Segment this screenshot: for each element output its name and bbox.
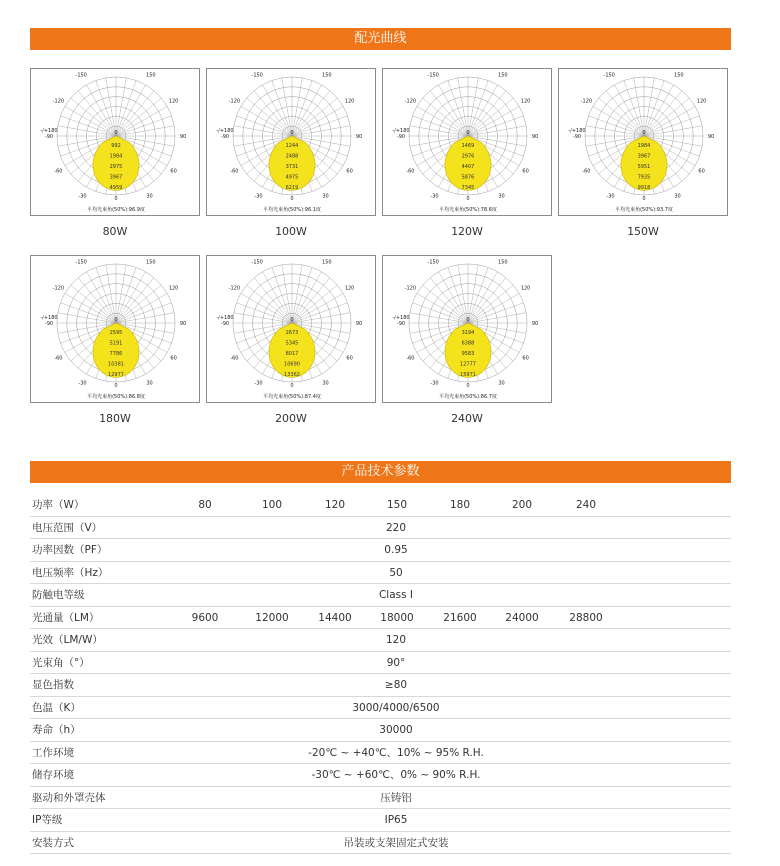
intensity-value: 3194	[461, 330, 475, 336]
angle-label: 90	[179, 134, 187, 140]
spec-row	[30, 697, 731, 720]
angle-label: 150	[674, 72, 684, 79]
angle-label: -90	[220, 321, 230, 327]
spec-value: Class Ⅰ	[378, 589, 414, 601]
polar-chart-card	[30, 255, 200, 403]
polar-chart-card	[558, 68, 728, 216]
angle-label: 90	[707, 134, 715, 140]
spec-value: 50	[389, 566, 403, 579]
angle-label: 90	[355, 321, 363, 327]
polar-chart	[383, 69, 553, 217]
spec-row	[30, 787, 731, 810]
angle-label: 30	[146, 380, 153, 387]
intensity-value: 4407	[461, 164, 475, 170]
intensity-value: 6388	[461, 340, 475, 347]
angle-label: 0	[466, 196, 470, 202]
intensity-value: 1469	[461, 143, 475, 149]
chart-caption: 100W	[275, 225, 307, 238]
spec-table	[30, 494, 731, 854]
spec-cell: 120	[324, 499, 346, 511]
angle-label: 60	[522, 168, 529, 175]
angle-label: 60	[346, 355, 353, 362]
angle-label: 30	[322, 193, 329, 200]
angle-label: -150	[427, 72, 439, 79]
beam-angle-note: 平均光束角(50%):93.7度	[615, 207, 673, 213]
beam-angle-note: 平均光束角(50%):78.6度	[439, 207, 497, 213]
angle-label: -30	[78, 380, 87, 387]
spec-cell: 100	[261, 499, 283, 511]
spec-cell: 14400	[318, 611, 352, 624]
intensity-value: 3967	[109, 174, 123, 181]
light-distribution-header: 配光曲线	[30, 28, 731, 50]
chart-caption: 200W	[275, 412, 307, 425]
spec-cell: 21600	[443, 611, 477, 624]
angle-label: 150	[146, 259, 156, 266]
angle-label: 60	[698, 168, 705, 175]
angle-label: -150	[251, 259, 263, 266]
angle-label: 90	[531, 321, 539, 327]
spec-header: 产品技术参数	[30, 461, 731, 483]
polar-chart	[31, 256, 201, 404]
spec-label: 寿命（h）	[32, 724, 81, 736]
angle-label: -120	[228, 285, 241, 292]
spec-label: 色温（K）	[32, 701, 81, 714]
spec-row	[30, 742, 731, 765]
intensity-value: 4959	[109, 185, 123, 191]
intensity-value: 1244	[285, 143, 299, 149]
polar-chart-card	[206, 255, 376, 403]
spec-value: 0.95	[384, 544, 408, 556]
angle-label: -30	[606, 193, 615, 200]
angle-label: -90	[572, 134, 582, 140]
angle-label: 60	[522, 355, 529, 362]
angle-label: -90	[396, 321, 406, 327]
spec-cell: 9600	[191, 611, 219, 624]
intensity-value: 2595	[109, 330, 123, 336]
spec-cell: 150	[386, 499, 408, 511]
angle-label: -60	[582, 168, 591, 175]
spec-row	[30, 607, 731, 630]
spec-label: 电压频率（Hz）	[32, 566, 109, 579]
angle-label: -120	[52, 285, 65, 292]
angle-label: 30	[322, 380, 329, 387]
spec-label: 功率（W）	[32, 499, 85, 511]
spec-value: 220	[385, 521, 407, 534]
spec-value: 吊装或支架固定式安装	[343, 836, 449, 849]
intensity-value: 3731	[285, 164, 299, 170]
intensity-value: 2976	[461, 153, 475, 160]
angle-label: -90	[220, 134, 230, 140]
intensity-value: 1984	[637, 143, 651, 149]
polar-chart	[383, 256, 553, 404]
spec-label: 安装方式	[32, 836, 74, 849]
angle-label: -90	[44, 134, 54, 140]
chart-caption: 240W	[451, 412, 483, 425]
angle-label: 0	[114, 383, 118, 389]
angle-label: 120	[344, 98, 355, 105]
intensity-value: 1984	[109, 153, 123, 160]
spec-value: 120	[385, 634, 407, 646]
angle-label: 0	[290, 196, 294, 202]
angle-label: 0	[642, 196, 646, 202]
spec-row	[30, 517, 731, 540]
angle-label: 30	[498, 380, 505, 387]
spec-value: 压铸铝	[380, 791, 412, 804]
polar-chart	[559, 69, 729, 217]
angle-label: 120	[520, 98, 531, 105]
angle-label: -150	[251, 72, 263, 79]
polar-chart-card	[206, 68, 376, 216]
spec-label: IP等级	[32, 814, 63, 826]
intensity-value: 5191	[109, 340, 123, 347]
angle-label: -150	[75, 72, 87, 79]
angle-label: -60	[406, 355, 415, 362]
angle-label: -90	[396, 134, 406, 140]
angle-label: 150	[322, 72, 332, 79]
angle-label: 30	[146, 193, 153, 200]
chart-caption: 120W	[451, 225, 483, 238]
angle-label: -/+180	[40, 315, 58, 321]
angle-label: -150	[427, 259, 439, 266]
intensity-value: 12977	[108, 372, 124, 378]
beam-angle-note: 平均光束角(50%):86.7度	[439, 394, 497, 400]
intensity-value: 6219	[285, 185, 299, 191]
intensity-value: 10381	[108, 361, 124, 368]
beam-angle-note: 平均光束角(50%):86.8度	[87, 394, 145, 400]
angle-label: 30	[498, 193, 505, 200]
angle-label: -/+180	[216, 128, 234, 134]
spec-cell: 200	[511, 499, 533, 511]
angle-label: -150	[603, 72, 615, 79]
angle-label: 150	[498, 259, 508, 266]
spec-row	[30, 719, 731, 742]
angle-label: -60	[230, 355, 239, 362]
center-label: 0	[642, 130, 646, 136]
angle-label: -60	[406, 168, 415, 175]
intensity-value: 9583	[461, 351, 475, 357]
angle-label: -30	[430, 380, 439, 387]
center-label: 0	[290, 317, 294, 323]
intensity-value: 7345	[461, 185, 475, 191]
beam-angle-note: 平均光束角(50%):96.1度	[263, 207, 321, 213]
intensity-value: 10690	[284, 361, 300, 368]
angle-label: -120	[52, 98, 65, 105]
angle-label: 0	[114, 196, 118, 202]
angle-label: -/+180	[392, 128, 410, 134]
center-label: 0	[290, 130, 294, 136]
spec-label: 储存环境	[32, 769, 74, 781]
polar-chart	[207, 69, 377, 217]
angle-label: 0	[466, 383, 470, 389]
angle-label: 90	[531, 134, 539, 140]
spec-label: 驱动和外罩壳体	[32, 791, 106, 804]
spec-row	[30, 584, 731, 607]
intensity-value: 13362	[284, 372, 300, 378]
spec-row	[30, 494, 731, 517]
spec-cell: 18000	[380, 611, 414, 624]
spec-value: 3000/4000/6500	[352, 701, 440, 714]
spec-row	[30, 562, 731, 585]
angle-label: -60	[54, 168, 63, 175]
spec-label: 光通量（LM）	[32, 611, 100, 624]
angle-label: 90	[355, 134, 363, 140]
angle-label: 120	[520, 285, 531, 292]
intensity-value: 2975	[109, 164, 123, 170]
spec-cell: 180	[449, 499, 471, 511]
spec-label: 光效（LM/W）	[32, 634, 103, 646]
angle-label: -120	[580, 98, 593, 105]
center-label: 0	[466, 130, 470, 136]
spec-row	[30, 832, 731, 855]
intensity-value: 7786	[109, 351, 123, 357]
spec-row	[30, 674, 731, 697]
angle-label: -30	[430, 193, 439, 200]
angle-label: 60	[170, 355, 177, 362]
spec-label: 防触电等级	[32, 589, 85, 601]
center-label: 0	[466, 317, 470, 323]
angle-label: -120	[404, 285, 417, 292]
angle-label: -30	[254, 380, 263, 387]
intensity-value: 5951	[637, 164, 651, 170]
angle-label: -150	[75, 259, 87, 266]
spec-value: -30℃ ~ +60℃、0% ~ 90% R.H.	[311, 769, 481, 781]
chart-caption: 80W	[102, 225, 128, 238]
angle-label: -120	[228, 98, 241, 105]
intensity-value: 2673	[285, 330, 299, 336]
beam-angle-note: 平均光束角(50%):87.4度	[263, 394, 321, 400]
angle-label: -30	[254, 193, 263, 200]
angle-label: 150	[498, 72, 508, 79]
angle-label: -/+180	[40, 128, 58, 134]
intensity-value: 5345	[285, 340, 299, 347]
spec-value: 90°	[386, 656, 406, 669]
intensity-value: 5876	[461, 174, 475, 181]
angle-label: 150	[146, 72, 156, 79]
angle-label: 120	[168, 285, 179, 292]
spec-value: 30000	[379, 724, 413, 736]
angle-label: 150	[322, 259, 332, 266]
angle-label: -60	[54, 355, 63, 362]
center-label: 0	[114, 317, 118, 323]
spec-cell: 240	[575, 499, 597, 511]
intensity-value: 9918	[637, 185, 651, 191]
spec-label: 工作环境	[32, 746, 74, 759]
intensity-value: 4975	[285, 174, 299, 181]
spec-row	[30, 652, 731, 675]
spec-value: ≥80	[384, 679, 408, 691]
spec-value: IP65	[384, 814, 408, 826]
angle-label: -30	[78, 193, 87, 200]
chart-caption: 180W	[99, 412, 131, 425]
spec-value: -20℃ ~ +40℃、10% ~ 95% R.H.	[308, 746, 484, 759]
spec-row	[30, 764, 731, 787]
intensity-value: 3967	[637, 153, 651, 160]
spec-row	[30, 629, 731, 652]
spec-cell: 28800	[569, 611, 603, 624]
spec-cell: 24000	[505, 611, 539, 624]
intensity-value: 7935	[637, 174, 651, 181]
angle-label: 90	[179, 321, 187, 327]
spec-label: 功率因数（PF）	[32, 544, 108, 556]
intensity-value: 12777	[460, 361, 476, 368]
center-label: 0	[114, 130, 118, 136]
angle-label: -90	[44, 321, 54, 327]
intensity-value: 992	[111, 143, 121, 149]
spec-label: 电压范围（V）	[32, 521, 103, 534]
angle-label: 120	[696, 98, 707, 105]
spec-label: 显色指数	[32, 679, 74, 691]
polar-chart	[31, 69, 201, 217]
angle-label: -120	[404, 98, 417, 105]
polar-chart-card	[382, 68, 552, 216]
chart-caption: 150W	[627, 225, 659, 238]
spec-row	[30, 539, 731, 562]
angle-label: 120	[168, 98, 179, 105]
angle-label: 60	[170, 168, 177, 175]
angle-label: 120	[344, 285, 355, 292]
beam-angle-note: 平均光束角(50%):96.9度	[87, 207, 145, 213]
spec-cell: 80	[198, 499, 212, 511]
angle-label: 0	[290, 383, 294, 389]
spec-label: 光束角（°）	[32, 656, 90, 669]
angle-label: -/+180	[568, 128, 586, 134]
polar-chart-card	[382, 255, 552, 403]
spec-row	[30, 809, 731, 832]
angle-label: 60	[346, 168, 353, 175]
angle-label: -/+180	[216, 315, 234, 321]
intensity-value: 2488	[285, 153, 299, 160]
spec-cell: 12000	[255, 611, 289, 624]
angle-label: -60	[230, 168, 239, 175]
polar-chart	[207, 256, 377, 404]
polar-chart-card	[30, 68, 200, 216]
angle-label: 30	[674, 193, 681, 200]
intensity-value: 15971	[460, 372, 476, 378]
intensity-value: 8017	[285, 351, 299, 357]
angle-label: -/+180	[392, 315, 410, 321]
